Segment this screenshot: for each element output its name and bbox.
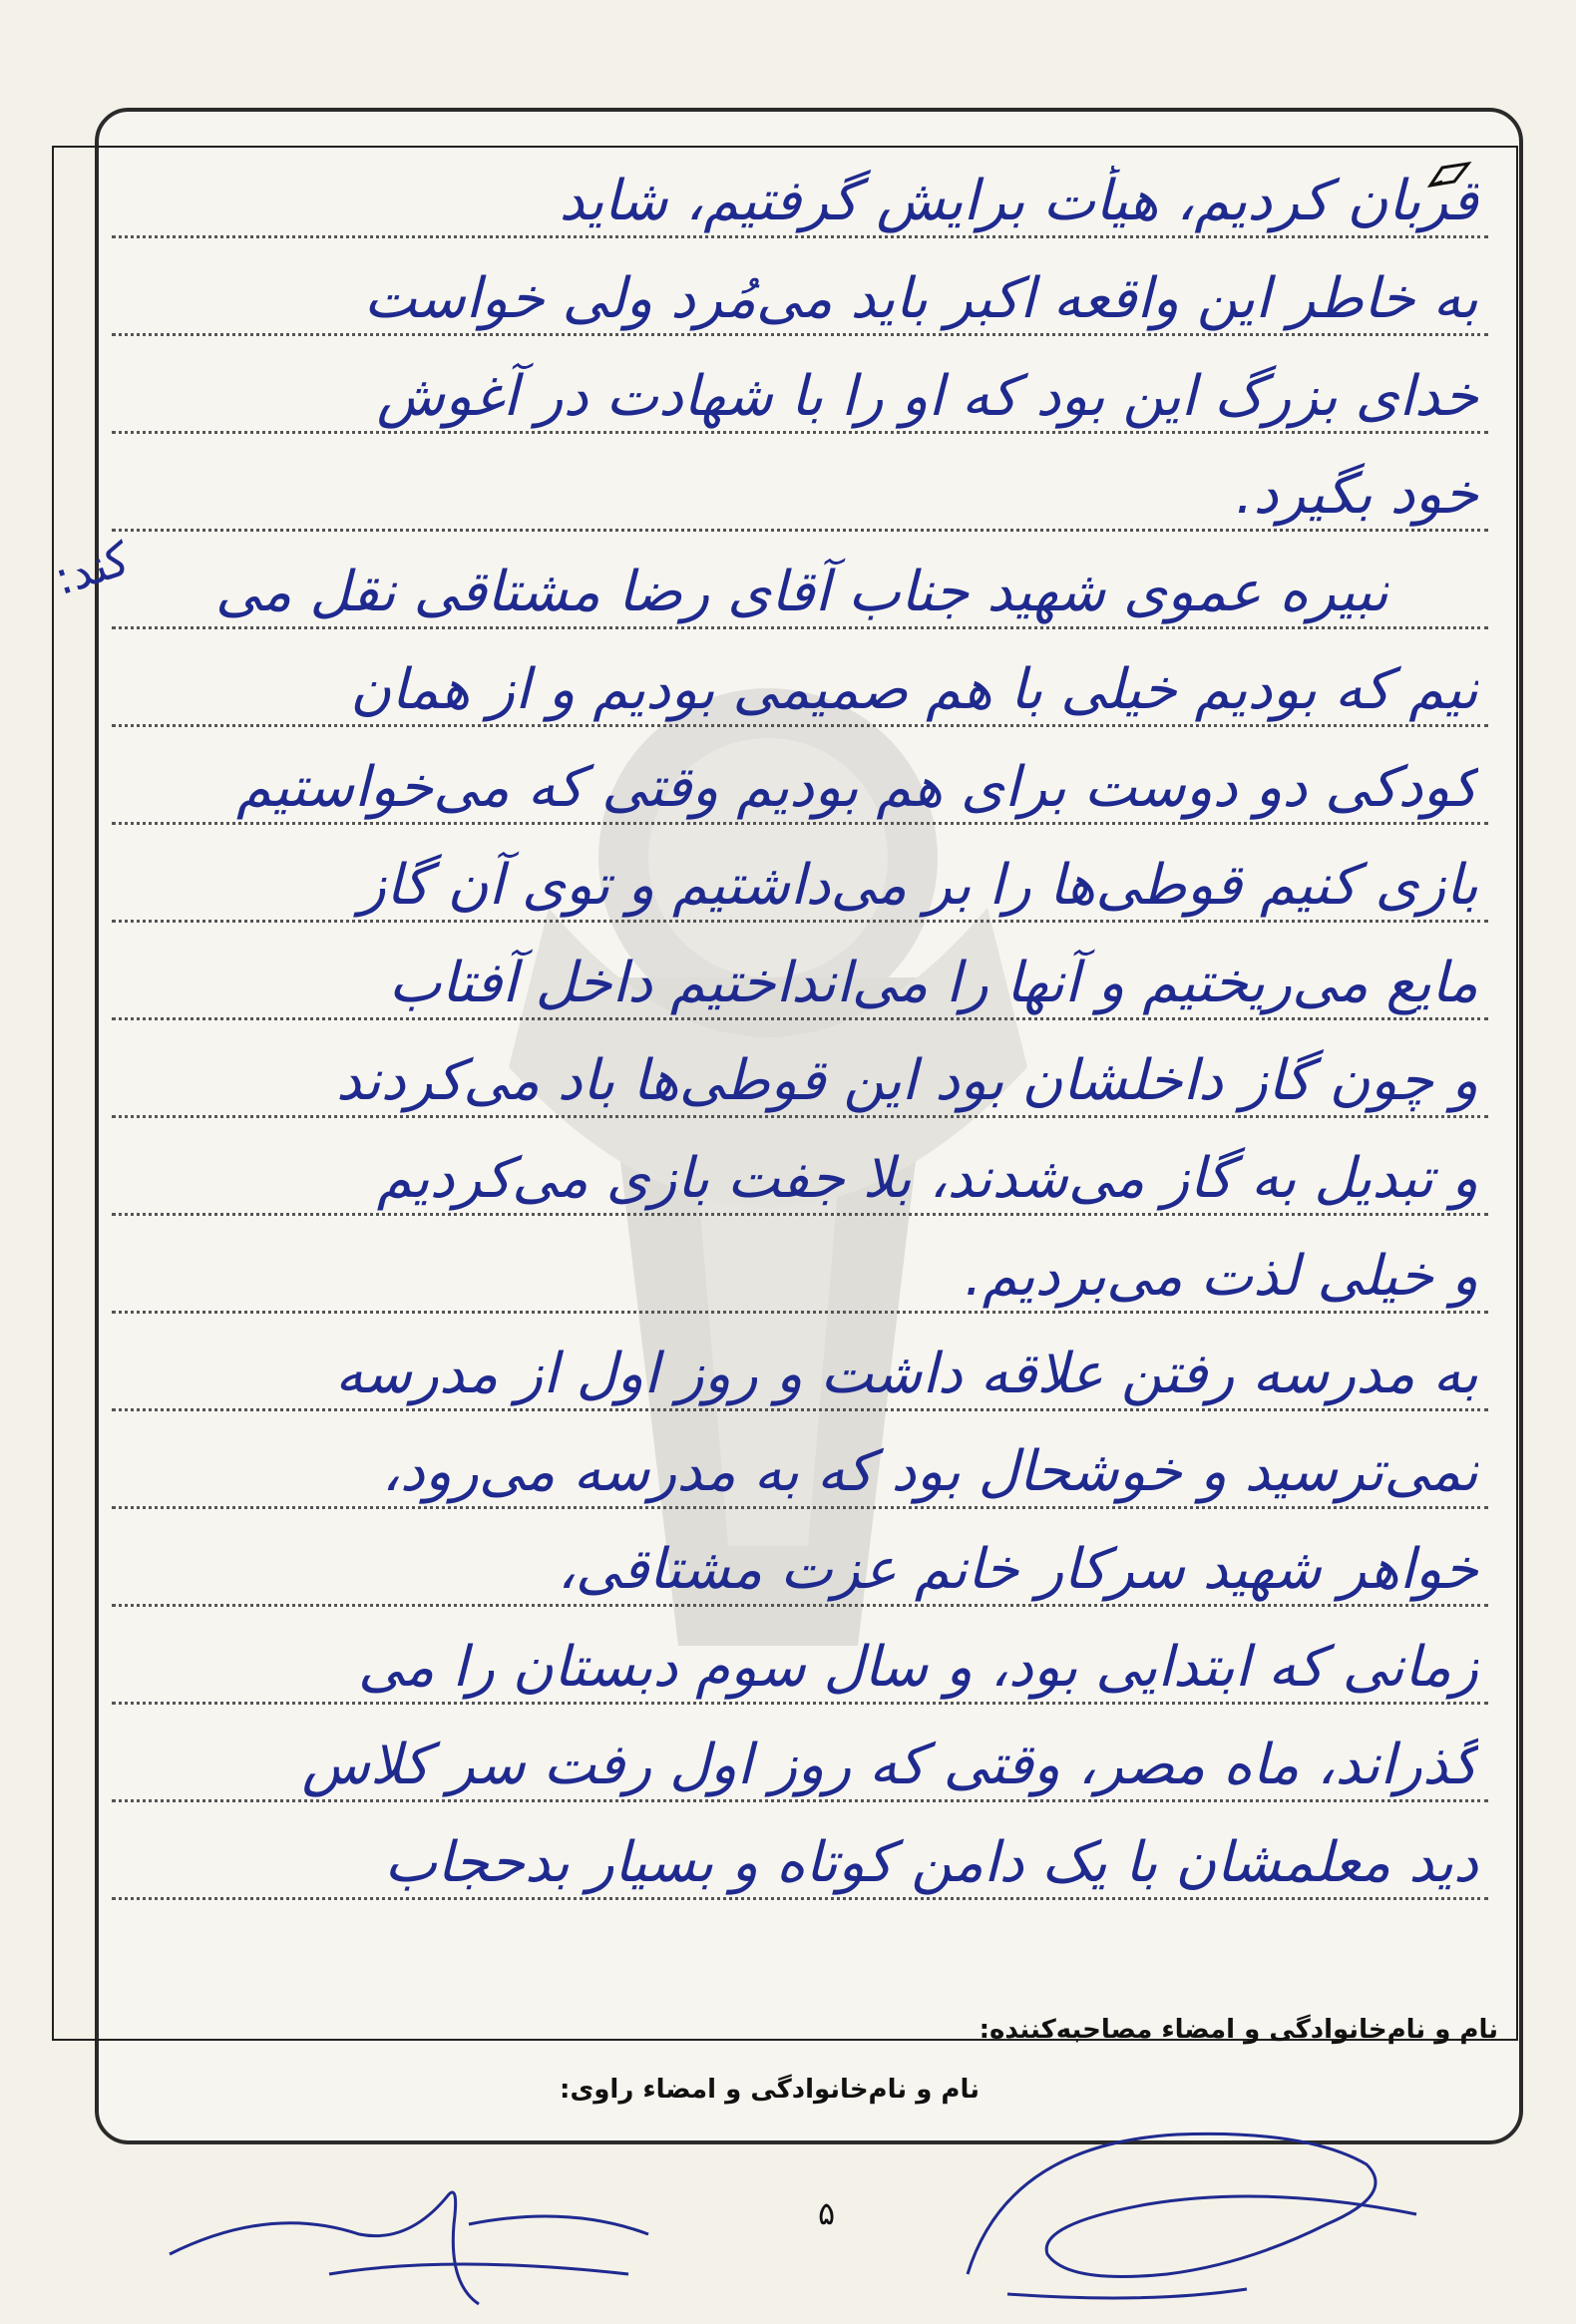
narrator-signature <box>150 2164 668 2314</box>
text-line: نمی‌ترسید و خوشحال بود که به مدرسه می‌رود، <box>381 1439 1478 1504</box>
text-line: مایع می‌ریختیم و آنها را می‌انداختیم داخل آفتاب <box>388 951 1478 1015</box>
interviewer-signature-label: نام و نام‌خانوادگی و امضاء مصاحبه‌کننده: <box>979 2015 1498 2045</box>
text-line: زمانی که ابتدایی بود، و سال سوم دبستان را می‌ <box>357 1635 1478 1700</box>
text-line: خواهر شهید سرکار خانم عزت مشتاقی، <box>557 1537 1478 1602</box>
text-line: گذراند، ماه مصر، وقتی که روز اول رفت سر کلاس <box>301 1733 1478 1797</box>
text-line: نیم که بودیم خیلی با هم صمیمی بودیم و از همان <box>350 657 1478 722</box>
text-line: و خیلی لذت می‌بردیم. <box>964 1244 1478 1309</box>
text-line: و چون گاز داخلشان بود این قوطی‌ها باد می‌کردند <box>335 1048 1478 1113</box>
text-line: بازی کنیم قوطی‌ها را بر می‌داشتیم و توی آن گاز <box>358 853 1478 918</box>
text-line: و تبدیل به گاز می‌شدند، بلا جفت بازی می‌کردیم <box>376 1146 1478 1211</box>
narrator-signature-label: نام و نام‌خانوادگی و امضاء راوی: <box>560 2075 980 2105</box>
interviewer-signature <box>948 2105 1446 2314</box>
handwritten-text <box>52 146 1518 2041</box>
text-line: خدای بزرگ این بود که او را با شهادت در آغوش <box>376 364 1478 429</box>
text-line: خود بگیرد. <box>1235 462 1478 527</box>
text-line: قربان کردیم، هیأت برایش گرفتیم، شاید <box>559 169 1478 233</box>
text-line: کودکی دو دوست برای هم بودیم وقتی که می‌خواستیم <box>236 755 1478 820</box>
text-line: نبیره عموی شهید جناب آقای رضا مشتاقی نقل می <box>214 560 1388 624</box>
margin-note: کند: <box>47 531 137 606</box>
text-line: به خاطر این واقعه اکبر باید می‌مُرد ولی خواست <box>363 266 1478 331</box>
text-line: به مدرسه رفتن علاقه داشت و روز اول از مدرسه <box>334 1342 1478 1406</box>
page-number: ۵ <box>818 2194 836 2232</box>
text-line: دید معلمشان با یک دامن کوتاه و بسیار بدحجاب <box>384 1830 1478 1895</box>
